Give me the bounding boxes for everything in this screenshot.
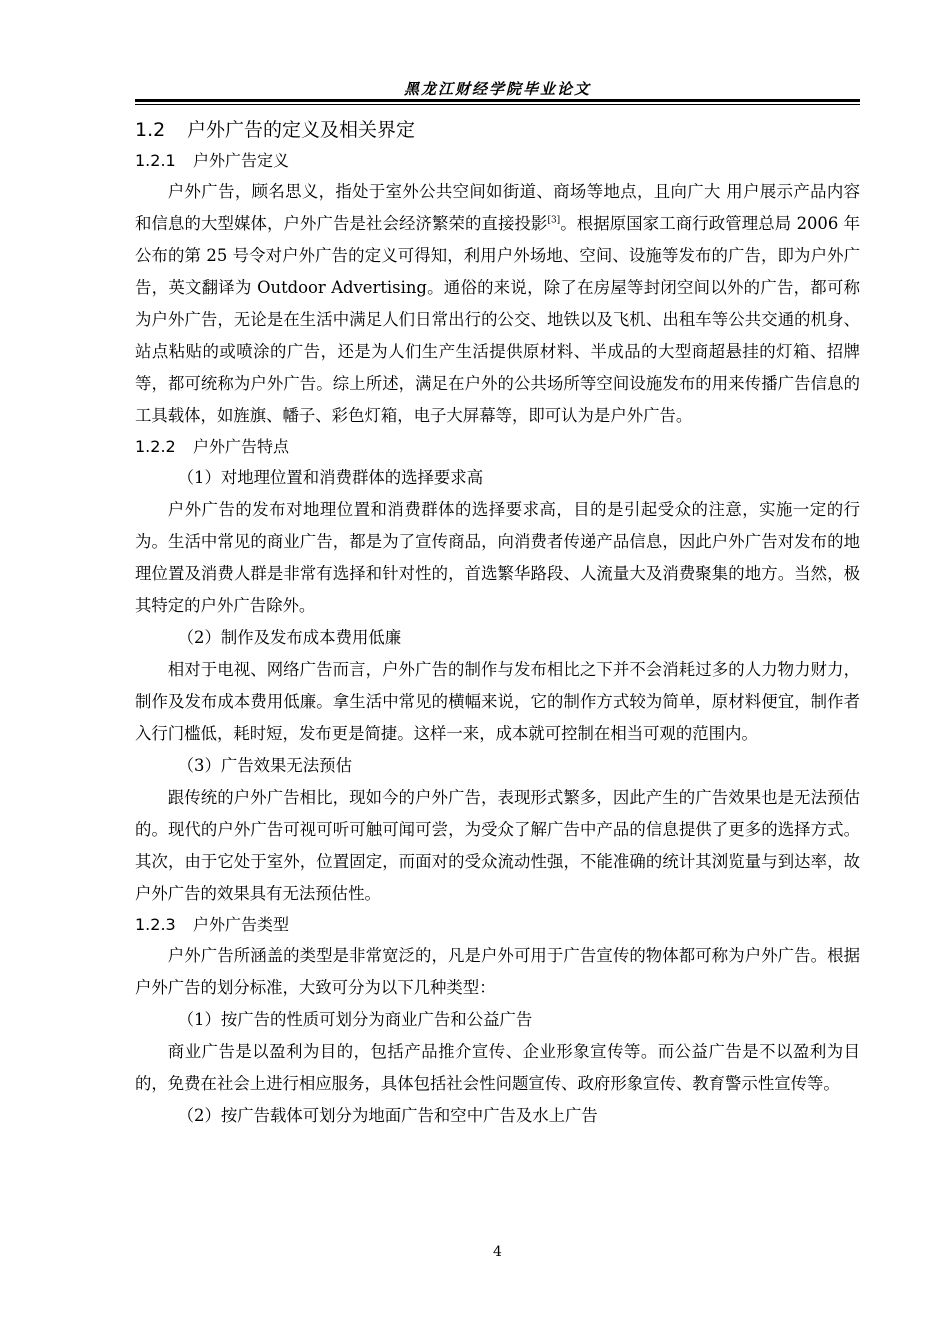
list-item-label: （1）按广告的性质可划分为商业广告和公益广告 <box>177 1010 533 1029</box>
header-rule-thin <box>135 104 860 105</box>
header-rule-thick <box>135 99 860 102</box>
list-item-label: （2）制作及发布成本费用低廉 <box>177 628 402 647</box>
running-header: 黑龙江财经学院毕业论文 <box>403 80 591 98</box>
paragraph: 户外广告的发布对地理位置和消费群体的选择要求高，目的是引起受众的注意，实施一定的行为。生活中常见的商业广告，都是为了宣传商品，向消费者传递产品信息，因此户外广告对发布的地理位置及消费人群是非常有选择和针对性的，首选繁华路段、人流量大及消费聚集的地方。当然，极其特定的户外广告除外。 <box>135 500 860 615</box>
paragraph: 跟传统的户外广告相比，现如今的户外广告，表现形式繁多，因此产生的广告效果也是无法预估的。现代的户外广告可视可听可触可闻可尝，为受众了解广告中产品的信息提供了更多的选择方式。其次，由于它处于室外，位置固定，而面对的受众流动性强，不能准确的统计其浏览量与到达率，故户外广告的效果具有无法预估性。 <box>135 788 860 903</box>
subsection-heading-3 <box>135 910 860 940</box>
subsection-title: 户外广告特点 <box>193 437 290 456</box>
section-number: 1.2 <box>135 119 166 141</box>
list-item-label: （2）按广告载体可划分为地面广告和空中广告及水上广告 <box>177 1106 598 1125</box>
subsection-heading-2 <box>135 432 860 462</box>
paragraph-text: 。根据原国家工商行政管理总局 2006 年公布的第 25 号令对户外广告的定义可得知，利用户外场地、空间、设施等发布的广告，即为户外广告，英文翻译为 Outdoor Advertising。通俗的来说，除了在房屋等封闭空间以外的广告，都可称为户外广告，无论是在生活中满足人们日常出行的公交、地铁以及飞机、出租车等公共交通的机身、站点粘贴的或喷涂的广告，还是为人们生产生活提供原材料、半成品的大型商超悬挂的灯箱、招牌等，都可统称为户外广告。综上所述，满足在户外的公共场所等空间设施发布的用来传播广告信息的工具载体，如旌旗、幡子、彩色灯箱，电子大屏幕等，即可认为是户外广告。 <box>135 214 860 425</box>
body-content <box>135 116 860 1132</box>
paragraph: 商业广告是以盈利为目的，包括产品推介宣传、企业形象宣传等。而公益广告是不以盈利为目的，免费在社会上进行相应服务，具体包括社会性问题宣传、政府形象宣传、教育警示性宣传等。 <box>135 1042 860 1093</box>
list-item-label: （1）对地理位置和消费群体的选择要求高 <box>177 468 484 487</box>
list-item-label: （3）广告效果无法预估 <box>177 756 352 775</box>
subsection-number: 1.2.3 <box>135 915 176 934</box>
paragraph <box>135 176 860 432</box>
paragraph: 相对于电视、网络广告而言，户外广告的制作与发布相比之下并不会消耗过多的人力物力财力，制作及发布成本费用低廉。拿生活中常见的横幅来说，它的制作方式较为简单，原材料便宜，制作者入行门槛低，耗时短，发布更是简捷。这样一来，成本就可控制在相当可观的范围内。 <box>135 660 860 743</box>
paragraph-text: 户外广告，顾名思义，指处于室外公共空间如街道、商场等地点，且向广大 用户展示产品内容和信息的大型媒体，户外广告是社会经济繁荣的直接投影 <box>135 182 860 233</box>
section-title: 户外广告的定义及相关界定 <box>187 119 416 141</box>
section-heading <box>135 116 860 146</box>
paragraph: 户外广告所涵盖的类型是非常宽泛的，凡是户外可用于广告宣传的物体都可称为户外广告。根据户外广告的划分标准，大致可分为以下几种类型： <box>135 946 860 997</box>
subsection-number: 1.2.2 <box>135 437 176 456</box>
subsection-number: 1.2.1 <box>135 151 176 170</box>
subsection-title: 户外广告定义 <box>193 151 290 170</box>
citation: [3] <box>547 215 561 226</box>
subsection-heading-1 <box>135 146 860 176</box>
subsection-title: 户外广告类型 <box>193 915 290 934</box>
page-number: 4 <box>493 1244 502 1260</box>
